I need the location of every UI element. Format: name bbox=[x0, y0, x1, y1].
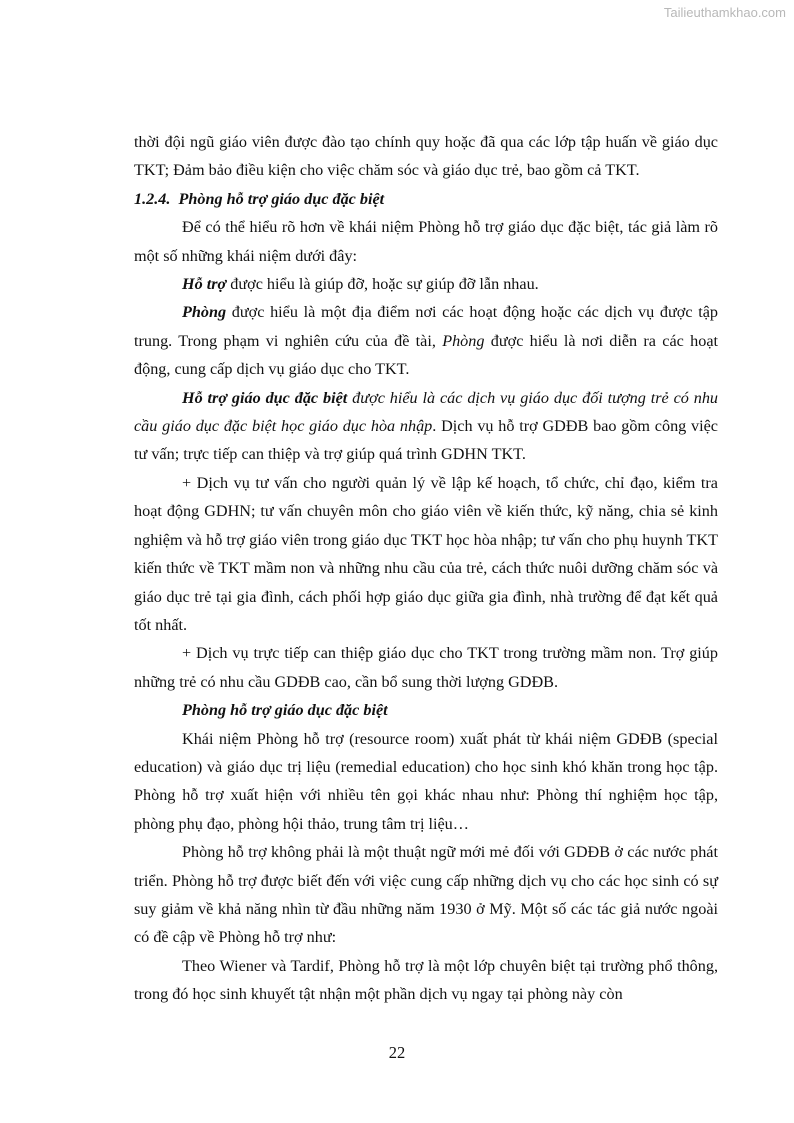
watermark: Tailieuthamkhao.com bbox=[663, 5, 786, 20]
paragraph-ho-tro-gddb bbox=[134, 384, 718, 469]
definition-text: . Dịch vụ hỗ trợ GDĐB bao gồm công việc tư vấn; trực tiếp can thiệp và trợ giúp quá trình GDHN TKT. bbox=[134, 417, 718, 464]
definition-text: được hiểu là giúp đỡ, hoặc sự giúp đỡ lẫn nhau. bbox=[226, 275, 539, 294]
term-phong-italic: Phòng bbox=[442, 331, 485, 350]
paragraph-intro: Để có thể hiểu rõ hơn về khái niệm Phòng hỗ trợ giáo dục đặc biệt, tác giả làm rõ một số những khái niệm dưới đây: bbox=[134, 218, 718, 265]
paragraph-resource-room: Khái niệm Phòng hỗ trợ (resource room) xuất phát từ khái niệm GDĐB (special education) và giáo dục trị liệu (remedial education) cho học sinh khó khăn trong học tập. Phòng hỗ trợ xuất hiện với nhiều tên gọi khác nhau như: Phòng thí nghiệm học tập, phòng phụ đạo, phòng hội thảo, trung tâm trị liệu… bbox=[134, 729, 718, 833]
definition-italic: được hiểu là các dịch vụ giáo dục đối tượng trẻ có nhu cầu giáo dục đặc biệt học giáo dục hòa nhập bbox=[134, 388, 719, 436]
section-number: 1.2.4. bbox=[134, 189, 171, 208]
paragraph-history: Phòng hỗ trợ không phải là một thuật ngữ mới mẻ đối với GDĐB ở các nước phát triển. Phòng hỗ trợ được biết đến với việc cung cấp những dịch vụ cho các học sinh có sự suy giảm về khả năng nhìn từ đầu những năm 1930 ở Mỹ. Một số các tác giả nước ngoài có đề cập về Phòng hỗ trợ như: bbox=[134, 843, 718, 947]
term-ho-tro: Hỗ trợ bbox=[182, 275, 227, 294]
definition-text: được hiểu là một địa điểm nơi các hoạt động hoặc các dịch vụ được tập trung. Trong phạm vi nghiên cứu của đề tài, bbox=[134, 303, 718, 350]
section-title: Phòng hỗ trợ giáo dục đặc biệt bbox=[178, 189, 385, 208]
paragraph-wiener: Theo Wiener và Tardif, Phòng hỗ trợ là một lớp chuyên biệt tại trường phổ thông, trong đó học sinh khuyết tật nhận một phần dịch vụ ngay tại phòng này còn bbox=[134, 956, 718, 1004]
page-body bbox=[134, 128, 718, 1009]
term-ho-tro-gddb: Hỗ trợ giáo dục đặc biệt bbox=[182, 388, 348, 407]
section-heading bbox=[134, 185, 718, 213]
paragraph-phong bbox=[134, 298, 718, 383]
subheading-text: Phòng hỗ trợ giáo dục đặc biệt bbox=[182, 701, 388, 720]
paragraph-tu-van: + Dịch vụ tư vấn cho người quản lý về lập kế hoạch, tổ chức, chỉ đạo, kiểm tra hoạt động GDHN; tư vấn chuyên môn cho giáo viên về kiến thức, kỹ năng, chia sẻ kinh nghiệm và hỗ trợ giáo viên trong giáo dục TKT học hòa nhập; tư vấn cho phụ huynh TKT kiến thức về TKT mầm non và những nhu cầu của trẻ, cách thức nuôi dưỡng chăm sóc và giáo dục trẻ tại gia đình, cách phối hợp giáo dục giữa gia đình, nhà trường để đạt kết quả tốt nhất. bbox=[134, 473, 718, 634]
paragraph-ho-tro bbox=[134, 270, 718, 298]
paragraph-can-thiep: + Dịch vụ trực tiếp can thiệp giáo dục cho TKT trong trường mầm non. Trợ giúp những trẻ có nhu cầu GDĐB cao, cần bổ sung thời lượng GDĐB. bbox=[134, 644, 718, 691]
page-number: 22 bbox=[388, 1043, 406, 1062]
definition-text: được hiểu là nơi diễn ra các hoạt động, cung cấp dịch vụ giáo dục cho TKT. bbox=[134, 331, 719, 379]
term-phong: Phòng bbox=[182, 303, 227, 322]
paragraph-continuation: thời đội ngũ giáo viên được đào tạo chính quy hoặc đã qua các lớp tập huấn về giáo dục TKT; Đảm bảo điều kiện cho việc chăm sóc và giáo dục trẻ, bao gồm cả TKT. bbox=[134, 133, 718, 180]
subheading bbox=[134, 696, 718, 724]
